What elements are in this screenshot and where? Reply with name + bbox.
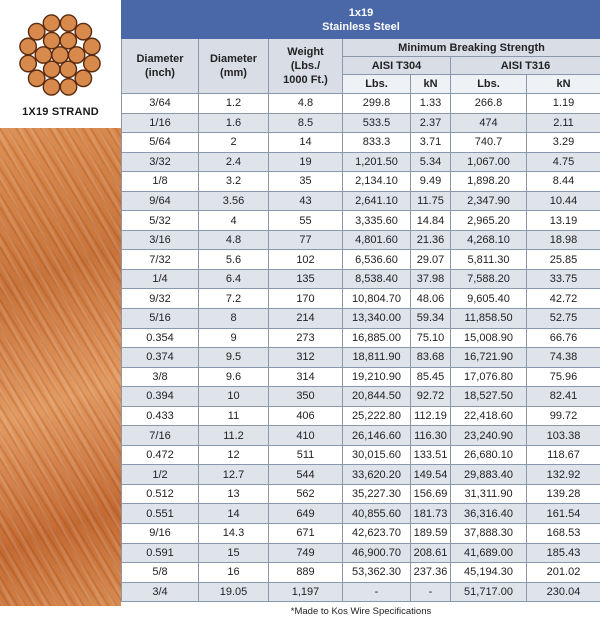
cell-t316-kn: 74.38 bbox=[527, 348, 600, 368]
table-row bbox=[122, 250, 600, 270]
cell-t304-lbs: 10,804.70 bbox=[343, 289, 411, 309]
header-diameter-mm: Diameter (mm) bbox=[199, 39, 269, 94]
wire-outer bbox=[28, 23, 44, 39]
cell-diameter-mm: 9.5 bbox=[199, 348, 269, 368]
header-t316-lbs: Lbs. bbox=[451, 75, 527, 94]
table-row bbox=[122, 94, 600, 114]
cell-t304-lbs: 1,201.50 bbox=[343, 152, 411, 172]
cell-t316-kn: 82.41 bbox=[527, 387, 600, 407]
cell-t304-lbs: 53,362.30 bbox=[343, 563, 411, 583]
cell-t304-kn: 37.98 bbox=[411, 269, 451, 289]
cell-t316-lbs: 266.8 bbox=[451, 94, 527, 114]
cell-t304-kn: 48.06 bbox=[411, 289, 451, 309]
cell-t304-kn: 3.71 bbox=[411, 133, 451, 153]
cell-weight: 1,197 bbox=[269, 582, 343, 602]
cell-t304-lbs: 2,641.10 bbox=[343, 191, 411, 211]
spec-table bbox=[121, 0, 600, 620]
strand-label: 1X19 STRAND bbox=[0, 106, 121, 118]
cell-t304-kn: - bbox=[411, 582, 451, 602]
cell-t304-kn: 59.34 bbox=[411, 309, 451, 329]
cell-weight: 43 bbox=[269, 191, 343, 211]
cell-t316-lbs: 18,527.50 bbox=[451, 387, 527, 407]
cell-t304-kn: 112.19 bbox=[411, 406, 451, 426]
cell-t304-lbs: 35,227.30 bbox=[343, 484, 411, 504]
cell-t304-kn: 14.84 bbox=[411, 211, 451, 231]
cell-diameter-mm: 8 bbox=[199, 309, 269, 329]
cell-t304-lbs: 16,885.00 bbox=[343, 328, 411, 348]
cell-diameter-inch: 3/64 bbox=[122, 94, 199, 114]
cell-t316-lbs: 29,883.40 bbox=[451, 465, 527, 485]
cell-t304-lbs: 4,801.60 bbox=[343, 230, 411, 250]
cell-diameter-inch: 0.433 bbox=[122, 406, 199, 426]
cell-diameter-inch: 7/32 bbox=[122, 250, 199, 270]
table-row bbox=[122, 406, 600, 426]
cell-diameter-inch: 0.551 bbox=[122, 504, 199, 524]
cell-t316-lbs: 23,240.90 bbox=[451, 426, 527, 446]
table-row bbox=[122, 543, 600, 563]
cell-t316-lbs: 16,721.90 bbox=[451, 348, 527, 368]
cell-diameter-mm: 6.4 bbox=[199, 269, 269, 289]
cell-t304-lbs: 833.3 bbox=[343, 133, 411, 153]
cell-t304-kn: 189.59 bbox=[411, 524, 451, 544]
cell-weight: 562 bbox=[269, 484, 343, 504]
cell-t304-lbs: 25,222.80 bbox=[343, 406, 411, 426]
cell-diameter-mm: 1.6 bbox=[199, 113, 269, 133]
cell-t316-lbs: 1,067.00 bbox=[451, 152, 527, 172]
table-row bbox=[122, 172, 600, 192]
cell-t316-kn: 18.98 bbox=[527, 230, 600, 250]
wire-outer bbox=[75, 23, 91, 39]
cell-weight: 170 bbox=[269, 289, 343, 309]
cell-weight: 77 bbox=[269, 230, 343, 250]
table-row bbox=[122, 465, 600, 485]
cell-t304-kn: 92.72 bbox=[411, 387, 451, 407]
wire-inner bbox=[68, 47, 84, 63]
cell-t304-lbs: 46,900.70 bbox=[343, 543, 411, 563]
cell-t316-kn: 42.72 bbox=[527, 289, 600, 309]
cell-t316-kn: 66.76 bbox=[527, 328, 600, 348]
cell-diameter-mm: 4 bbox=[199, 211, 269, 231]
cell-t316-kn: 75.96 bbox=[527, 367, 600, 387]
table-row bbox=[122, 328, 600, 348]
cell-t316-kn: 2.11 bbox=[527, 113, 600, 133]
cell-diameter-mm: 2 bbox=[199, 133, 269, 153]
cell-weight: 544 bbox=[269, 465, 343, 485]
header-weight: Weight (Lbs./ 1000 Ft.) bbox=[269, 39, 343, 94]
wire-outer bbox=[60, 15, 76, 31]
table-row bbox=[122, 113, 600, 133]
cell-t304-lbs: 533.5 bbox=[343, 113, 411, 133]
cell-t316-kn: 103.38 bbox=[527, 426, 600, 446]
cell-t304-kn: 2.37 bbox=[411, 113, 451, 133]
wire-outer bbox=[43, 15, 59, 31]
cell-t316-lbs: 9,605.40 bbox=[451, 289, 527, 309]
cell-diameter-mm: 5.6 bbox=[199, 250, 269, 270]
wire-outer bbox=[20, 38, 36, 54]
wire-outer bbox=[84, 38, 100, 54]
cell-t304-kn: 116.30 bbox=[411, 426, 451, 446]
cell-t316-lbs: 15,008.90 bbox=[451, 328, 527, 348]
cell-diameter-inch: 3/8 bbox=[122, 367, 199, 387]
wire-inner bbox=[44, 32, 60, 48]
table-row bbox=[122, 348, 600, 368]
cell-diameter-mm: 14.3 bbox=[199, 524, 269, 544]
cell-t304-lbs: 299.8 bbox=[343, 94, 411, 114]
table-title bbox=[122, 1, 600, 39]
cell-diameter-mm: 9.6 bbox=[199, 367, 269, 387]
cell-weight: 135 bbox=[269, 269, 343, 289]
table-row bbox=[122, 211, 600, 231]
cell-diameter-mm: 15 bbox=[199, 543, 269, 563]
cell-t316-kn: 161.54 bbox=[527, 504, 600, 524]
strand-logo bbox=[0, 0, 121, 128]
cell-diameter-mm: 12.7 bbox=[199, 465, 269, 485]
cell-diameter-inch: 5/64 bbox=[122, 133, 199, 153]
cell-t316-lbs: 5,811.30 bbox=[451, 250, 527, 270]
table-row bbox=[122, 426, 600, 446]
wire-inner bbox=[35, 47, 51, 63]
cell-t316-kn: 99.72 bbox=[527, 406, 600, 426]
cell-diameter-mm: 19.05 bbox=[199, 582, 269, 602]
cell-diameter-mm: 9 bbox=[199, 328, 269, 348]
cell-t316-lbs: 2,965.20 bbox=[451, 211, 527, 231]
cell-weight: 273 bbox=[269, 328, 343, 348]
cell-t304-kn: 149.54 bbox=[411, 465, 451, 485]
cell-weight: 14 bbox=[269, 133, 343, 153]
cell-t316-lbs: 22,418.60 bbox=[451, 406, 527, 426]
cell-t316-lbs: 17,076.80 bbox=[451, 367, 527, 387]
cell-t316-kn: 25.85 bbox=[527, 250, 600, 270]
cell-diameter-mm: 11 bbox=[199, 406, 269, 426]
cell-diameter-mm: 10 bbox=[199, 387, 269, 407]
cell-diameter-inch: 3/4 bbox=[122, 582, 199, 602]
table-row bbox=[122, 484, 600, 504]
cell-t304-lbs: 13,340.00 bbox=[343, 309, 411, 329]
cell-t316-lbs: 51,717.00 bbox=[451, 582, 527, 602]
header-t304-lbs: Lbs. bbox=[343, 75, 411, 94]
cell-t316-lbs: 474 bbox=[451, 113, 527, 133]
cell-t316-lbs: 4,268.10 bbox=[451, 230, 527, 250]
spec-table-container bbox=[121, 0, 600, 606]
cell-t316-kn: 3.29 bbox=[527, 133, 600, 153]
cell-t316-kn: 230.04 bbox=[527, 582, 600, 602]
cell-diameter-inch: 1/4 bbox=[122, 269, 199, 289]
wire-outer bbox=[60, 79, 76, 95]
header-diameter-inch: Diameter (inch) bbox=[122, 39, 199, 94]
cell-weight: 511 bbox=[269, 445, 343, 465]
cell-t304-lbs: 3,335.60 bbox=[343, 211, 411, 231]
cell-weight: 214 bbox=[269, 309, 343, 329]
header-aisi-t304: AISI T304 bbox=[343, 57, 451, 75]
cell-t316-kn: 132.92 bbox=[527, 465, 600, 485]
cell-t304-lbs: 8,538.40 bbox=[343, 269, 411, 289]
table-row bbox=[122, 445, 600, 465]
cell-t304-kn: 83.68 bbox=[411, 348, 451, 368]
cell-weight: 35 bbox=[269, 172, 343, 192]
cell-t304-lbs: 26,146.60 bbox=[343, 426, 411, 446]
table-row bbox=[122, 563, 600, 583]
header-t304-kn: kN bbox=[411, 75, 451, 94]
cell-diameter-mm: 11.2 bbox=[199, 426, 269, 446]
table-row bbox=[122, 309, 600, 329]
cell-diameter-inch: 0.394 bbox=[122, 387, 199, 407]
cell-weight: 406 bbox=[269, 406, 343, 426]
cell-diameter-inch: 0.374 bbox=[122, 348, 199, 368]
cell-diameter-mm: 4.8 bbox=[199, 230, 269, 250]
cell-t316-lbs: 26,680.10 bbox=[451, 445, 527, 465]
cell-t316-kn: 52.75 bbox=[527, 309, 600, 329]
cell-weight: 649 bbox=[269, 504, 343, 524]
strand-cross-section-icon bbox=[8, 6, 112, 106]
table-row bbox=[122, 230, 600, 250]
cell-t304-kn: 5.34 bbox=[411, 152, 451, 172]
cell-diameter-inch: 1/8 bbox=[122, 172, 199, 192]
cell-diameter-inch: 1/2 bbox=[122, 465, 199, 485]
cell-diameter-inch: 9/64 bbox=[122, 191, 199, 211]
cell-t316-kn: 168.53 bbox=[527, 524, 600, 544]
cell-t304-kn: 156.69 bbox=[411, 484, 451, 504]
cell-t304-kn: 181.73 bbox=[411, 504, 451, 524]
cell-t304-kn: 11.75 bbox=[411, 191, 451, 211]
cell-t316-lbs: 37,888.30 bbox=[451, 524, 527, 544]
cell-t304-lbs: 42,623.70 bbox=[343, 524, 411, 544]
cell-t316-kn: 8.44 bbox=[527, 172, 600, 192]
cell-t316-kn: 185.43 bbox=[527, 543, 600, 563]
cell-diameter-mm: 7.2 bbox=[199, 289, 269, 309]
table-row bbox=[122, 269, 600, 289]
cell-diameter-inch: 9/16 bbox=[122, 524, 199, 544]
header-t316-kn: kN bbox=[527, 75, 600, 94]
cell-t316-kn: 1.19 bbox=[527, 94, 600, 114]
cell-t316-lbs: 7,588.20 bbox=[451, 269, 527, 289]
wire-outer bbox=[20, 55, 36, 71]
cell-t316-lbs: 36,316.40 bbox=[451, 504, 527, 524]
wire-outer bbox=[28, 70, 44, 86]
cell-diameter-mm: 3.2 bbox=[199, 172, 269, 192]
table-row bbox=[122, 524, 600, 544]
cell-t304-lbs: 40,855.60 bbox=[343, 504, 411, 524]
wire-outer bbox=[75, 70, 91, 86]
cell-t304-lbs: 18,811.90 bbox=[343, 348, 411, 368]
cell-t316-lbs: 1,898.20 bbox=[451, 172, 527, 192]
cell-t316-lbs: 11,858.50 bbox=[451, 309, 527, 329]
cell-t304-lbs: 30,015.60 bbox=[343, 445, 411, 465]
cell-diameter-inch: 0.591 bbox=[122, 543, 199, 563]
cell-t316-lbs: 740.7 bbox=[451, 133, 527, 153]
cell-t304-kn: 21.36 bbox=[411, 230, 451, 250]
cell-weight: 749 bbox=[269, 543, 343, 563]
cell-t304-lbs: 19,210.90 bbox=[343, 367, 411, 387]
cell-diameter-mm: 13 bbox=[199, 484, 269, 504]
cell-t304-lbs: 33,620.20 bbox=[343, 465, 411, 485]
cell-weight: 312 bbox=[269, 348, 343, 368]
strand-texture-panel bbox=[0, 0, 121, 606]
cell-weight: 314 bbox=[269, 367, 343, 387]
cell-diameter-inch: 5/32 bbox=[122, 211, 199, 231]
cell-weight: 102 bbox=[269, 250, 343, 270]
cell-t316-kn: 201.02 bbox=[527, 563, 600, 583]
header-min-breaking-strength: Minimum Breaking Strength bbox=[343, 39, 600, 57]
cell-diameter-mm: 3.56 bbox=[199, 191, 269, 211]
cell-t304-kn: 85.45 bbox=[411, 367, 451, 387]
cell-t304-kn: 237.36 bbox=[411, 563, 451, 583]
cell-t304-kn: 208.61 bbox=[411, 543, 451, 563]
cell-diameter-mm: 12 bbox=[199, 445, 269, 465]
cell-diameter-inch: 5/8 bbox=[122, 563, 199, 583]
table-row bbox=[122, 191, 600, 211]
wire-center bbox=[52, 47, 68, 63]
cell-diameter-mm: 2.4 bbox=[199, 152, 269, 172]
cell-t304-kn: 75.10 bbox=[411, 328, 451, 348]
cell-diameter-mm: 14 bbox=[199, 504, 269, 524]
title-line1: 1x19 bbox=[122, 6, 600, 20]
cell-weight: 410 bbox=[269, 426, 343, 446]
cell-weight: 889 bbox=[269, 563, 343, 583]
cell-t316-kn: 118.67 bbox=[527, 445, 600, 465]
cell-diameter-inch: 0.354 bbox=[122, 328, 199, 348]
cell-t316-kn: 33.75 bbox=[527, 269, 600, 289]
cell-t316-lbs: 45,194.30 bbox=[451, 563, 527, 583]
cell-weight: 8.5 bbox=[269, 113, 343, 133]
cell-t316-kn: 139.28 bbox=[527, 484, 600, 504]
cell-diameter-mm: 1.2 bbox=[199, 94, 269, 114]
cell-t316-lbs: 41,689.00 bbox=[451, 543, 527, 563]
cell-t316-kn: 4.75 bbox=[527, 152, 600, 172]
table-row bbox=[122, 367, 600, 387]
cell-diameter-inch: 9/32 bbox=[122, 289, 199, 309]
cell-t304-lbs: 6,536.60 bbox=[343, 250, 411, 270]
wire-inner bbox=[60, 32, 76, 48]
table-row bbox=[122, 582, 600, 602]
cell-t316-kn: 10.44 bbox=[527, 191, 600, 211]
table-row bbox=[122, 387, 600, 407]
wire-inner bbox=[60, 61, 76, 77]
cell-t304-lbs: 20,844.50 bbox=[343, 387, 411, 407]
cell-t304-kn: 29.07 bbox=[411, 250, 451, 270]
header-aisi-t316: AISI T316 bbox=[451, 57, 600, 75]
table-body bbox=[122, 94, 600, 602]
table-row bbox=[122, 289, 600, 309]
cell-weight: 19 bbox=[269, 152, 343, 172]
cell-weight: 55 bbox=[269, 211, 343, 231]
cell-diameter-inch: 1/16 bbox=[122, 113, 199, 133]
footnote: *Made to Kos Wire Specifications bbox=[122, 602, 600, 620]
cell-t304-kn: 9.49 bbox=[411, 172, 451, 192]
cell-t304-kn: 1.33 bbox=[411, 94, 451, 114]
cell-t316-kn: 13.19 bbox=[527, 211, 600, 231]
cell-diameter-inch: 0.512 bbox=[122, 484, 199, 504]
cell-diameter-inch: 7/16 bbox=[122, 426, 199, 446]
cell-t316-lbs: 2,347.90 bbox=[451, 191, 527, 211]
cell-diameter-inch: 3/32 bbox=[122, 152, 199, 172]
cell-diameter-mm: 16 bbox=[199, 563, 269, 583]
cell-diameter-inch: 5/16 bbox=[122, 309, 199, 329]
cell-weight: 4.8 bbox=[269, 94, 343, 114]
wire-inner bbox=[44, 61, 60, 77]
table-row bbox=[122, 152, 600, 172]
cell-diameter-inch: 0.472 bbox=[122, 445, 199, 465]
cell-weight: 350 bbox=[269, 387, 343, 407]
cell-t304-lbs: - bbox=[343, 582, 411, 602]
cell-t304-lbs: 2,134.10 bbox=[343, 172, 411, 192]
cell-t304-kn: 133.51 bbox=[411, 445, 451, 465]
title-line2: Stainless Steel bbox=[122, 20, 600, 34]
cell-diameter-inch: 3/16 bbox=[122, 230, 199, 250]
cell-t316-lbs: 31,311.90 bbox=[451, 484, 527, 504]
wire-outer bbox=[84, 55, 100, 71]
table-row bbox=[122, 504, 600, 524]
wire-outer bbox=[43, 79, 59, 95]
table-row bbox=[122, 133, 600, 153]
cell-weight: 671 bbox=[269, 524, 343, 544]
